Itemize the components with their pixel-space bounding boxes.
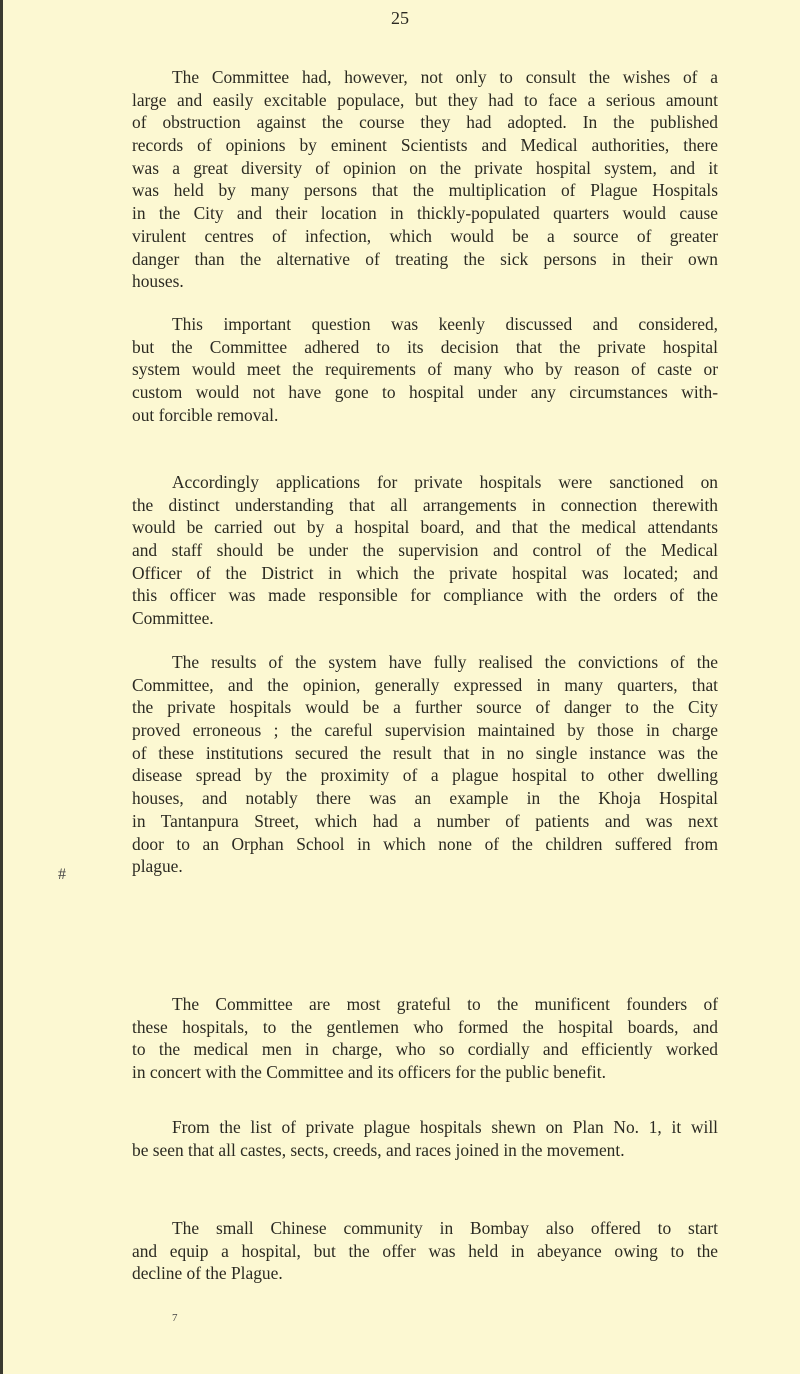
text-line: of obstruction against the course they had adopted. In the published bbox=[132, 112, 718, 133]
paragraph-7 bbox=[132, 1217, 718, 1285]
text-line: but the Committee adhered to its decision that the private hospital bbox=[132, 336, 718, 357]
text-line: door to an Orphan School in which none of the children suffered from bbox=[132, 833, 718, 854]
text-line: custom would not have gone to hospital under any circumstances with- bbox=[132, 382, 718, 403]
text-line: danger than the alternative of treating the sick persons in their own bbox=[132, 248, 718, 269]
text-line: The results of the system have fully realised the convictions of the bbox=[172, 652, 718, 672]
text-line: houses. bbox=[132, 271, 184, 292]
text-line: Committee. bbox=[132, 608, 214, 629]
text-line: decline of the Plague. bbox=[132, 1263, 283, 1284]
text-line: in the City and their location in thickly-populated quarters would cause bbox=[132, 203, 718, 224]
text-line: Accordingly applications for private hospitals were sanctioned on bbox=[172, 472, 718, 492]
text-line: The Committee had, however, not only to consult the wishes of a bbox=[172, 67, 718, 87]
text-line: From the list of private plague hospitals shewn on Plan No. 1, it will bbox=[172, 1117, 718, 1137]
text-line: would be carried out by a hospital board, and that the medical attendants bbox=[132, 517, 718, 538]
text-line: to the medical men in charge, who so cordially and efficiently worked bbox=[132, 1039, 718, 1060]
text-line: the private hospitals would be a further source of danger to the City bbox=[132, 697, 718, 718]
paragraph-5 bbox=[132, 993, 718, 1084]
text-line: records of opinions by eminent Scientists and Medical authorities, there bbox=[132, 135, 718, 156]
text-line: in Tantanpura Street, which had a number of patients and was next bbox=[132, 810, 718, 831]
scan-edge bbox=[0, 0, 3, 1374]
text-line: virulent centres of infection, which would be a source of greater bbox=[132, 225, 718, 246]
text-line: system would meet the requirements of many who by reason of caste or bbox=[132, 359, 718, 380]
text-line: disease spread by the proximity of a plague hospital to other dwelling bbox=[132, 765, 718, 786]
text-line: was a great diversity of opinion on the private hospital system, and it bbox=[132, 157, 718, 178]
text-line: Officer of the District in which the private hospital was located; and bbox=[132, 562, 718, 583]
text-line: was held by many persons that the multiplication of Plague Hospitals bbox=[132, 180, 718, 201]
text-line: be seen that all castes, sects, creeds, and races joined in the movement. bbox=[132, 1139, 625, 1160]
paragraph-1 bbox=[132, 66, 718, 293]
text-line: proved erroneous ; the careful supervision maintained by those in charge bbox=[132, 720, 718, 741]
text-line: the distinct understanding that all arrangements in connection therewith bbox=[132, 494, 718, 515]
text-line: This important question was keenly discussed and considered, bbox=[172, 314, 718, 334]
text-line: out forcible removal. bbox=[132, 404, 279, 425]
text-line: and equip a hospital, but the offer was held in abeyance owing to the bbox=[132, 1240, 718, 1261]
text-line: large and easily excitable populace, but they had to face a serious amount bbox=[132, 89, 718, 110]
text-line: plague. bbox=[132, 856, 183, 877]
margin-mark: 7 bbox=[172, 1312, 178, 1324]
text-line: in concert with the Committee and its officers for the public benefit. bbox=[132, 1062, 606, 1083]
paragraph-2 bbox=[132, 313, 718, 426]
text-line: The small Chinese community in Bombay also offered to start bbox=[172, 1218, 718, 1238]
margin-mark: # bbox=[58, 866, 66, 883]
text-line: and staff should be under the supervision and control of the Medical bbox=[132, 540, 718, 561]
text-line: of these institutions secured the result that in no single instance was the bbox=[132, 742, 718, 763]
text-line: houses, and notably there was an example in the Khoja Hospital bbox=[132, 788, 718, 809]
text-line: this officer was made responsible for compliance with the orders of the bbox=[132, 585, 718, 606]
paragraph-3 bbox=[132, 471, 718, 630]
text-line: these hospitals, to the gentlemen who formed the hospital boards, and bbox=[132, 1016, 718, 1037]
text-line: The Committee are most grateful to the munificent founders of bbox=[172, 994, 718, 1014]
paragraph-6 bbox=[132, 1116, 718, 1161]
paragraph-4 bbox=[132, 651, 718, 878]
text-line: Committee, and the opinion, generally expressed in many quarters, that bbox=[132, 674, 718, 695]
page-number: 25 bbox=[391, 8, 409, 28]
